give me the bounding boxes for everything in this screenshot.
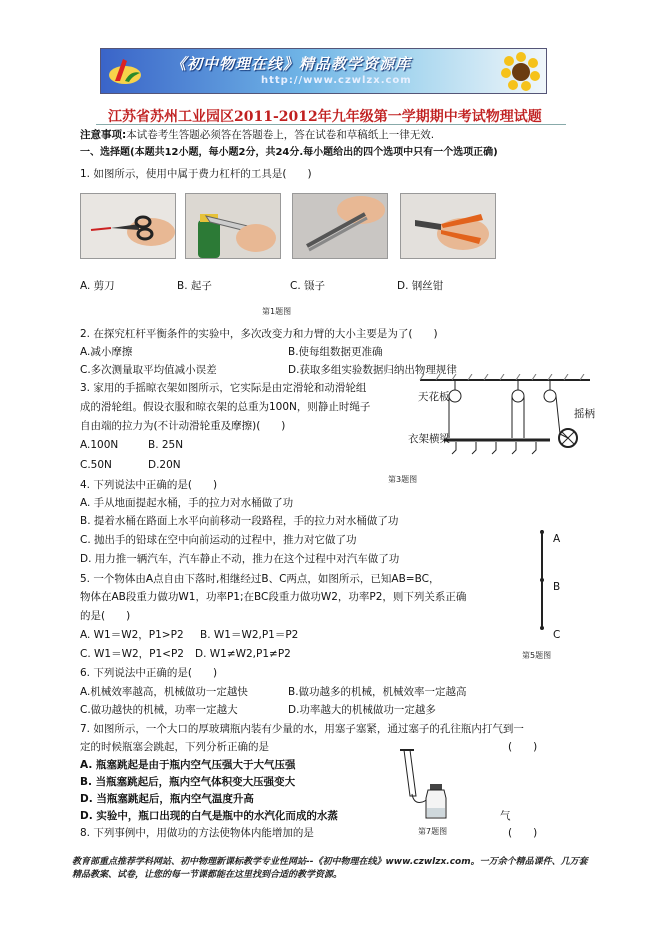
q5-line-1: 5. 一个物体由A点自由下落时,相继经过B、C两点，如图所示，已知AB=BC， bbox=[80, 573, 440, 585]
q2-option-d: D.获取多组实验数据归纳出物理规律 bbox=[288, 364, 457, 376]
q5-line-2: 物体在AB段重力做功W1，功率P1;在BC段重力做功W2，功率P2，则下列关系正确 bbox=[80, 591, 467, 603]
q3-figure-caption: 第3题图 bbox=[388, 475, 418, 484]
q4-option-b: B. 提着水桶在路面上水平向前移动一段路程，手的拉力对水桶做了功 bbox=[80, 515, 399, 527]
q4-option-d: D. 用力推一辆汽车，汽车静止不动，推力在这个过程中对汽车做了功 bbox=[80, 553, 400, 565]
q7-option-b: B. 当瓶塞跳起后，瓶内空气体积变大压强变大 bbox=[80, 776, 296, 788]
q6-stem: 6. 下列说法中正确的是( ) bbox=[80, 667, 218, 679]
label-a: A bbox=[553, 533, 561, 545]
q7-option-a: A. 瓶塞跳起是由于瓶内空气压强大于大气压强 bbox=[80, 759, 296, 771]
q3-line-3: 自由端的拉力为(不计动滑轮重及摩擦)( ) bbox=[80, 420, 286, 432]
label-crank: 摇柄 bbox=[574, 408, 595, 420]
q8-answer-blank: ( ) bbox=[508, 827, 538, 839]
q5-option-a: A. W1＝W2，P1>P2 bbox=[80, 629, 184, 641]
q7-line-2: 定的时候瓶塞会跳起，下列分析正确的是 bbox=[80, 741, 269, 753]
q4-stem: 4. 下列说法中正确的是( ) bbox=[80, 479, 218, 491]
q1-option-b: B. 起子 bbox=[177, 280, 212, 292]
label-beam: 衣架横梁 bbox=[408, 433, 450, 445]
q2-option-c: C.多次测量取平均值减小误差 bbox=[80, 364, 217, 376]
photo-scissors bbox=[80, 193, 176, 259]
q1-option-d: D. 钢丝钳 bbox=[397, 280, 444, 292]
q2-option-a: A.减小摩擦 bbox=[80, 346, 133, 358]
sunflower-icon bbox=[500, 51, 542, 91]
q6-option-a: A.机械效率越高，机械做功一定越快 bbox=[80, 686, 248, 698]
q4-option-a: A. 手从地面提起水桶，手的拉力对水桶做了功 bbox=[80, 497, 294, 509]
fall-line-diagram bbox=[536, 528, 548, 632]
banner-slogan: 《初中物理在线》精品教学资源库 bbox=[171, 55, 412, 73]
title-divider bbox=[96, 124, 566, 125]
photo-opener bbox=[185, 193, 281, 259]
header-banner bbox=[100, 48, 547, 94]
q5-option-b: B. W1＝W2,P1＝P2 bbox=[200, 629, 299, 641]
bottle-pump-diagram bbox=[390, 746, 460, 822]
clothes-rack-diagram bbox=[400, 374, 600, 464]
q6-option-b: B.做功越多的机械，机械效率一定越高 bbox=[288, 686, 467, 698]
photo-pliers bbox=[400, 193, 496, 259]
q5-option-c: C. W1＝W2，P1<P2 bbox=[80, 648, 184, 660]
q3-option-a: A.100N bbox=[80, 439, 119, 451]
site-logo-icon bbox=[107, 55, 143, 87]
q7-option-d: D. 实验中，瓶口出现的白气是瓶中的水汽化而成的水蒸 bbox=[80, 810, 338, 822]
page-title: 江苏省苏州工业园区2011-2012年九年级第一学期期中考试物理试题 bbox=[108, 109, 542, 125]
q7-answer-blank: ( ) bbox=[508, 741, 538, 753]
q8-stem: 8. 下列事例中，用做功的方法使物体内能增加的是 bbox=[80, 827, 314, 839]
notice bbox=[80, 128, 434, 142]
q1-option-c: C. 镊子 bbox=[290, 280, 326, 292]
q1-figure-caption: 第1题图 bbox=[262, 307, 292, 316]
photo-tweezers bbox=[292, 193, 388, 259]
banner-url: http://www.czwlzx.com bbox=[261, 75, 412, 86]
notice-label: 注意事项: bbox=[80, 129, 127, 141]
q3-option-d: D.20N bbox=[148, 459, 181, 471]
q6-option-c: C.做功越快的机械，功率一定越大 bbox=[80, 704, 238, 716]
footer-note: 教育部重点推荐学科网站、初中物理新课标教学专业性网站--《初中物理在线》www.czwlzx.com。一万余个精品课件、几万套精品教案、试卷，让您的每一节课都能在这里找到合适的教学资源。 bbox=[72, 857, 588, 880]
label-c: C bbox=[553, 629, 561, 641]
q3-option-b: B. 25N bbox=[148, 439, 184, 451]
q6-option-d: D.功率越大的机械做功一定越多 bbox=[288, 704, 436, 716]
q5-option-d: D. W1≠W2,P1≠P2 bbox=[195, 648, 291, 660]
q7-option-c: D. 当瓶塞跳起后，瓶内空气温度升高 bbox=[80, 793, 254, 805]
q1-option-a: A. 剪刀 bbox=[80, 280, 115, 292]
q3-line-2: 成的滑轮组。假设衣服和晾衣架的总重为100N，则静止时绳子 bbox=[80, 401, 371, 413]
q7-figure-caption: 第7题图 bbox=[418, 827, 448, 836]
q5-figure-caption: 第5题图 bbox=[522, 651, 552, 660]
q2-stem: 2. 在探究杠杆平衡条件的实验中，多次改变力和力臂的大小主要是为了( ) bbox=[80, 328, 438, 340]
label-ceiling: 天花板 bbox=[418, 391, 450, 403]
q7-line-1: 7. 如图所示，一个大口的厚玻璃瓶内装有少量的水，用塞子塞紧，通过塞子的孔往瓶内打气到一 bbox=[80, 723, 524, 735]
q1-stem: 1. 如图所示，使用中属于费力杠杆的工具是( ) bbox=[80, 168, 312, 180]
label-b: B bbox=[553, 581, 561, 593]
q2-option-b: B.使每组数据更准确 bbox=[288, 346, 383, 358]
q5-line-3: 的是( ) bbox=[80, 610, 131, 622]
q4-option-c: C. 抛出手的铅球在空中向前运动的过程中，推力对它做了功 bbox=[80, 534, 357, 546]
section-heading: 一、选择题(本题共12小题，每小题2分，共24分.每小题给出的四个选项中只有一个选项正确) bbox=[80, 147, 498, 158]
notice-text: 本试卷考生答题必须答在答题卷上，答在试卷和草稿纸上一律无效. bbox=[126, 129, 435, 141]
q3-line-1: 3. 家用的手摇晾衣架如图所示，它实际是由定滑轮和动滑轮组 bbox=[80, 382, 367, 394]
q7-option-d-tail: 气 bbox=[500, 810, 511, 822]
q3-option-c: C.50N bbox=[80, 459, 112, 471]
